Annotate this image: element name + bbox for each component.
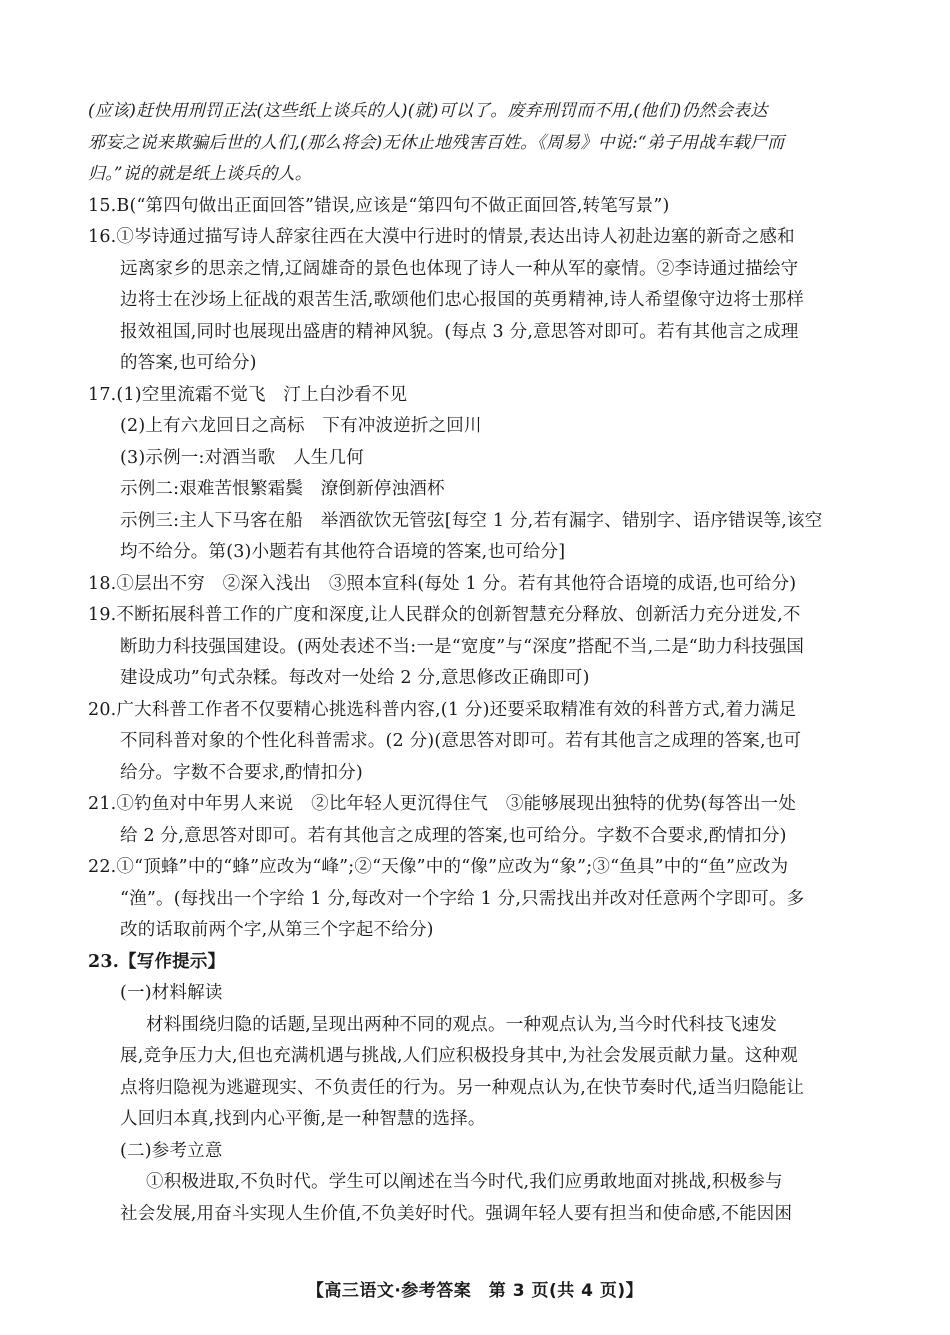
q23-section-2-title: (二)参考立意 (120, 1140, 223, 1161)
q14-translation-line-3: 归。”说的就是纸上谈兵的人。 (88, 164, 312, 184)
q23-section-1-title: (一)材料解读 (120, 983, 223, 1003)
q15-answer: 15.B(“第四句做出正面回答”错误,应该是“第四句不做正面回答,转笔写景”) (88, 195, 670, 216)
q23-section-2-line-1: ①积极进取,不负时代。学生可以阐述在当今时代,我们应勇敢地面对挑战,积极参与 (146, 1172, 783, 1192)
q14-translation-line-2: 邪妄之说来欺骗后世的人们,(那么将会)无休止地残害百姓。《周易》中说:“弟子用战车载尸而 (88, 132, 785, 153)
q16-answer-line-4: 报效祖国,同时也展现出盛唐的精神风貌。(每点 3 分,意思答对即可。若有其他言之成理 (120, 321, 799, 342)
q16-answer-line-2: 远离家乡的思亲之情,辽阔雄奇的景色也体现了诗人一种从军的豪情。②李诗通过描绘守 (120, 258, 799, 279)
q16-answer-line-3: 边将士在沙场上征战的艰苦生活,歌颂他们忠心报国的英勇精神,诗人希望像守边将士那样 (120, 290, 805, 310)
q14-translation-line-1: (应该)赶快用刑罚正法(这些纸上谈兵的人)(就)可以了。废弃刑罚而不用,(他们)仍然会表达 (88, 101, 768, 121)
q19-answer-line-2: 断助力科技强国建设。(两处表述不当:一是“宽度”与“深度”搭配不当,二是“助力科技强国 (120, 636, 805, 657)
q17-answer-line-5: 示例三:主人下马客在船 举酒欲饮无管弦[每空 1 分,若有漏字、错别字、语序错误等,该空 (120, 510, 823, 531)
q23-section-1-line-1: 材料围绕归隐的话题,呈现出两种不同的观点。一种观点认为,当今时代科技飞速发 (146, 1014, 778, 1035)
page-footer: 【高三语文·参考答案 第 3 页(共 4 页)】 (306, 1281, 644, 1301)
q19-answer-line-3: 建设成功”句式杂糅。每改对一处给 2 分,意思修改正确即可) (120, 668, 590, 688)
q23-section-1-line-2: 展,竞争压力大,但也充满机遇与挑战,人们应积极投身其中,为社会发展贡献力量。这种观 (120, 1046, 798, 1066)
q17-answer-line-6: 均不给分。第(3)小题若有其他符合语境的答案,也可给分] (120, 542, 566, 562)
q23-writing-tips-title: 23.【写作提示】 (88, 951, 226, 972)
q20-answer-line-3: 给分。字数不合要求,酌情扣分) (120, 762, 363, 783)
q20-answer-line-1: 20.广大科普工作者不仅要精心挑选科普内容,(1 分)还要采取精准有效的科普方式,着力满足 (88, 699, 797, 720)
q21-answer-line-2: 给 2 分,意思答对即可。若有其他言之成理的答案,也可给分。字数不合要求,酌情扣分) (120, 825, 787, 846)
q17-answer-line-2: (2)上有六龙回日之高标 下有冲波逆折之回川 (120, 416, 482, 436)
q21-answer-line-1: 21.①钓鱼对中年男人来说 ②比年轻人更沉得住气 ③能够展现出独特的优势(每答出一处 (88, 794, 797, 814)
q17-answer-line-3: (3)示例一:对酒当歌 人生几何 (120, 447, 364, 468)
q16-answer-line-5: 的答案,也可给分) (120, 353, 257, 373)
q20-answer-line-2: 不同科普对象的个性化科普需求。(2 分)(意思答对即可。若有其他言之成理的答案,也可 (120, 731, 802, 751)
q22-answer-line-3: 改的话取前两个字,从第三个字起不给分) (120, 920, 434, 940)
q17-answer-line-4: 示例二:艰难苦恨繁霜鬓 潦倒新停浊酒杯 (120, 479, 445, 499)
q22-answer-line-2: “渔”。(每找出一个字给 1 分,每改对一个字给 1 分,只需找出并改对任意两个字即可。多 (120, 888, 805, 909)
q23-section-1-line-3: 点将归隐视为逃避现实、不负责任的行为。另一种观点认为,在快节奏时代,适当归隐能让 (120, 1077, 805, 1098)
answer-content (88, 96, 868, 1230)
q19-answer-line-1: 19.不断拓展科普工作的广度和深度,让人民群众的创新智慧充分释放、创新活力充分迸发,不 (88, 605, 801, 625)
q16-answer-line-1: 16.①岑诗通过描写诗人辞家往西在大漠中行进时的情景,表达出诗人初赴边塞的新奇之感和 (88, 227, 795, 247)
q17-answer-line-1: 17.(1)空里流霜不觉飞 汀上白沙看不见 (88, 384, 408, 405)
q22-answer-line-1: 22.①“顶蜂”中的“蜂”应改为“峰”;②“天像”中的“像”应改为“象”;③“鱼具”中的“鱼”应改为 (88, 857, 789, 877)
q23-section-1-line-4: 人回归本真,找到内心平衡,是一种智慧的选择。 (120, 1109, 486, 1129)
q23-section-2-line-2: 社会发展,用奋斗实现人生价值,不负美好时代。强调年轻人要有担当和使命感,不能因困 (120, 1203, 793, 1224)
q18-answer: 18.①层出不穷 ②深入浅出 ③照本宣科(每处 1 分。若有其他符合语境的成语,也可给分) (88, 573, 797, 594)
